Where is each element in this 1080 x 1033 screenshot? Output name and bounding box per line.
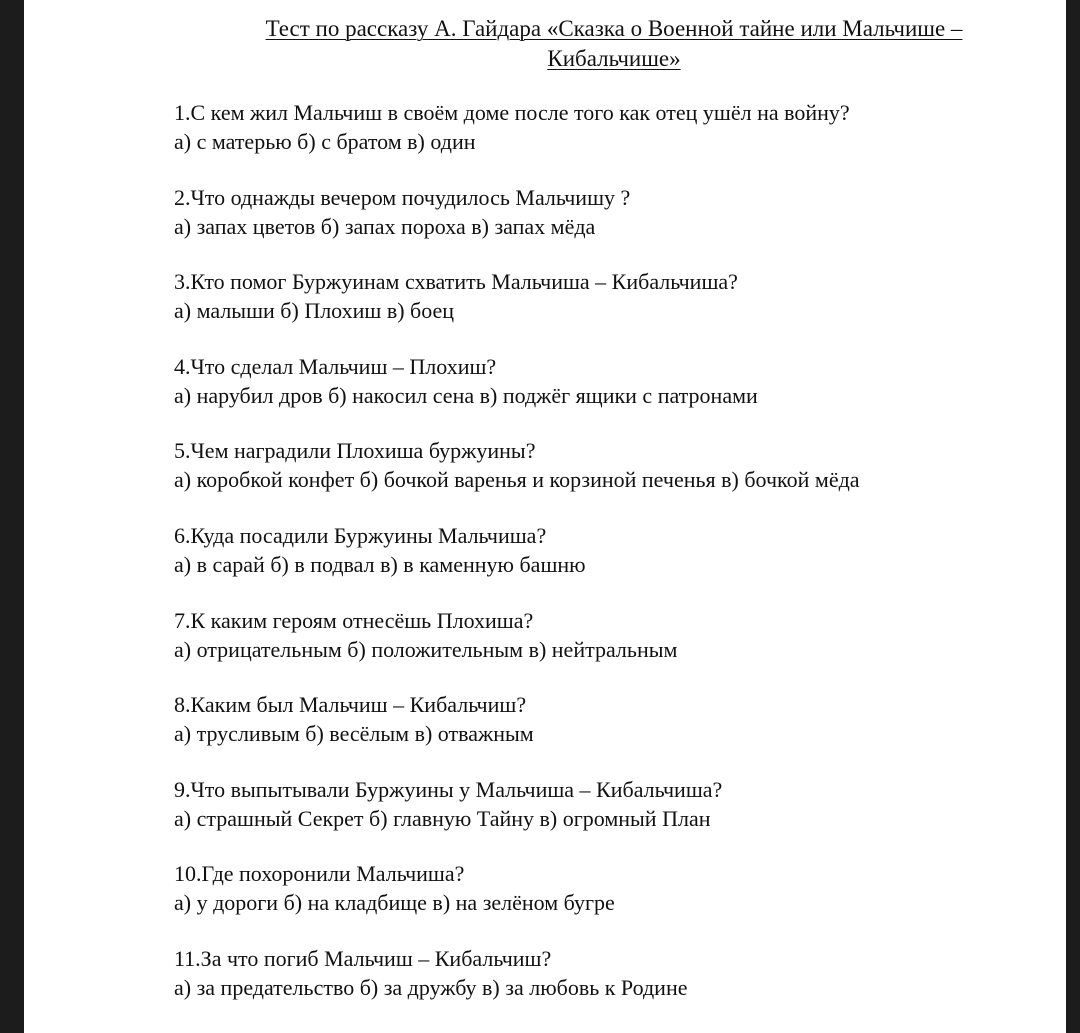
question-item (174, 352, 1034, 437)
answer-options: а) отрицательным б) положительным в) нейтральным (174, 636, 678, 662)
page-title (24, 14, 1080, 74)
question-text: 11.За что погиб Мальчиш – Кибальчиш? (174, 945, 552, 971)
answer-options: а) у дороги б) на кладбище в) на зелёном бугре (174, 890, 615, 916)
question-item (174, 521, 1034, 606)
question-text: 5.Чем наградили Плохиша буржуины? (174, 438, 536, 464)
question-item (174, 859, 1034, 944)
question-item (174, 436, 1034, 521)
question-item (174, 98, 1034, 183)
answer-options: а) страшный Секрет б) главную Тайну в) огромный План (174, 805, 711, 831)
question-list (174, 98, 1034, 1029)
question-text: 10.Где похоронили Мальчиша? (174, 861, 465, 887)
question-text: 3.Кто помог Буржуинам схватить Мальчиша – Кибальчиша? (174, 269, 738, 295)
title-line-2: Кибальчише» (547, 46, 681, 71)
question-item (174, 606, 1034, 691)
question-text: 6.Куда посадили Буржуины Мальчиша? (174, 522, 547, 548)
right-dark-border (1066, 0, 1080, 1033)
question-item (174, 690, 1034, 775)
question-text: 2.Что однажды вечером почудилось Мальчишу ? (174, 184, 631, 210)
answer-options: а) с матерью б) с братом в) один (174, 129, 476, 154)
left-dark-border (0, 0, 24, 1033)
question-item (174, 944, 1034, 1029)
question-text: 7.К каким героям отнесёшь Плохиша? (174, 607, 534, 633)
question-text: 9.Что выпытывали Буржуины у Мальчиша – Кибальчиша? (174, 776, 723, 802)
answer-options: а) нарубил дров б) накосил сена в) поджёг ящики с патронами (174, 382, 758, 408)
question-item (174, 183, 1034, 268)
question-item (174, 267, 1034, 352)
question-item (174, 775, 1034, 860)
title-line-1: Тест по рассказу А. Гайдара «Сказка о Военной тайне или Мальчише – (265, 16, 963, 41)
question-text: 4.Что сделал Мальчиш – Плохиш? (174, 353, 497, 379)
answer-options: а) малыши б) Плохиш в) боец (174, 298, 455, 324)
answer-options: а) за предательство б) за дружбу в) за любовь к Родине (174, 974, 688, 1000)
question-text: 8.Каким был Мальчиш – Кибальчиш? (174, 692, 527, 718)
answer-options: а) трусливым б) весёлым в) отважным (174, 721, 534, 747)
question-text: 1.С кем жил Мальчиш в своём доме после того как отец ушёл на войну? (174, 100, 850, 125)
document-page (24, 0, 1066, 1033)
answer-options: а) коробкой конфет б) бочкой варенья и корзиной печенья в) бочкой мёда (174, 467, 860, 493)
answer-options: а) в сарай б) в подвал в) в каменную башню (174, 551, 586, 577)
answer-options: а) запах цветов б) запах пороха в) запах мёда (174, 213, 596, 239)
